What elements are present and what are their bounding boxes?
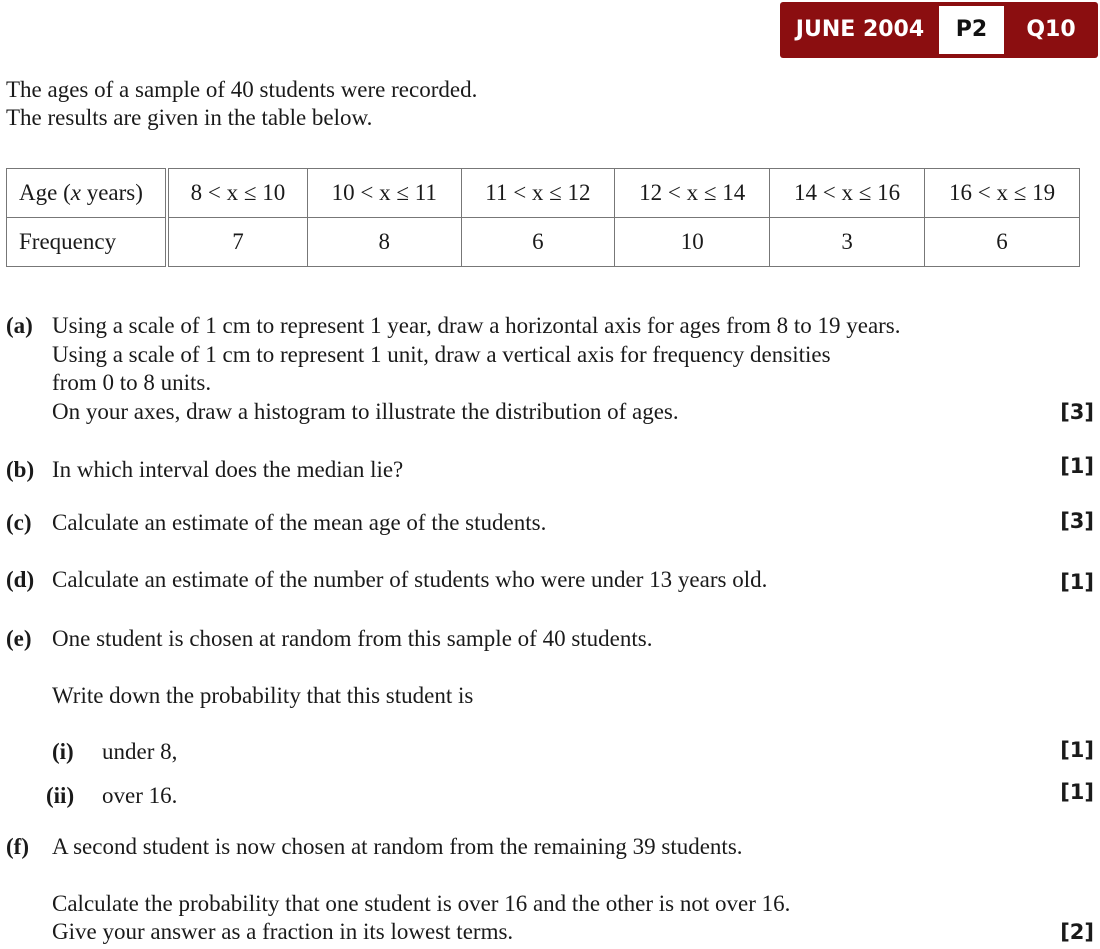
frequency-value: 6 — [461, 218, 615, 267]
part-e-i-text: under 8, — [102, 739, 178, 764]
part-e-label: (e) — [6, 626, 32, 651]
intro-line: The results are given in the table below. — [6, 105, 373, 130]
age-row — [7, 169, 1080, 218]
part-f-line: Calculate the probability that one student is over 16 and the other is not over 16. — [52, 891, 791, 916]
part-b-label: (b) — [6, 457, 35, 482]
part-e-ii-marks: [1] — [1060, 780, 1094, 804]
part-e-subtext: Write down the probability that this student is — [52, 683, 474, 708]
part-e-i-marks: [1] — [1060, 738, 1094, 762]
frequency-value: 3 — [770, 218, 925, 267]
exam-reference-badge — [780, 2, 1098, 58]
part-b-marks: [1] — [1060, 454, 1094, 478]
question-intro — [6, 76, 477, 132]
frequency-row — [7, 218, 1080, 267]
frequency-value: 6 — [925, 218, 1080, 267]
part-f-label: (f) — [6, 834, 29, 859]
exam-date: JUNE 2004 — [795, 17, 925, 42]
part-e-text: One student is chosen at random from this sample of 40 students. — [52, 626, 653, 651]
part-e-ii-text: over 16. — [102, 783, 178, 808]
age-interval: 8 < x ≤ 10 — [167, 169, 307, 218]
age-interval: 14 < x ≤ 16 — [770, 169, 925, 218]
part-a-line: Using a scale of 1 cm to represent 1 unit, draw a vertical axis for frequency densities — [52, 342, 831, 367]
part-f-text: A second student is now chosen at random from the remaining 39 students. — [52, 834, 743, 859]
frequency-value: 10 — [615, 218, 770, 267]
part-a-marks: [3] — [1060, 400, 1094, 424]
part-e-ii-label: (ii) — [46, 783, 75, 808]
part-c-marks: [3] — [1060, 509, 1094, 533]
part-f-marks: [2] — [1060, 920, 1094, 944]
part-d-text: Calculate an estimate of the number of students who were under 13 years old. — [52, 567, 768, 592]
part-d-label: (d) — [6, 567, 35, 592]
age-interval: 16 < x ≤ 19 — [925, 169, 1080, 218]
paper-number: P2 — [939, 6, 1004, 54]
frequency-value: 8 — [307, 218, 461, 267]
frequency-table — [6, 168, 1080, 267]
part-b-text: In which interval does the median lie? — [52, 457, 404, 482]
part-a-line: On your axes, draw a histogram to illustrate the distribution of ages. — [52, 399, 679, 424]
part-c-label: (c) — [6, 510, 32, 535]
question-number: Q10 — [1026, 17, 1076, 42]
part-d-marks: [1] — [1060, 570, 1094, 594]
part-f-line: Give your answer as a fraction in its lowest terms. — [52, 919, 514, 944]
part-c-text: Calculate an estimate of the mean age of the students. — [52, 510, 547, 535]
age-interval: 12 < x ≤ 14 — [615, 169, 770, 218]
age-header: Age (x years) — [7, 169, 168, 218]
frequency-value: 7 — [167, 218, 307, 267]
part-e-i-label: (i) — [52, 739, 74, 764]
age-interval: 11 < x ≤ 12 — [461, 169, 615, 218]
part-a-line: from 0 to 8 units. — [52, 370, 212, 395]
intro-line: The ages of a sample of 40 students were recorded. — [6, 77, 478, 102]
part-a-line: Using a scale of 1 cm to represent 1 year, draw a horizontal axis for ages from 8 to 19 years. — [52, 313, 901, 338]
part-a-label: (a) — [6, 313, 33, 338]
age-interval: 10 < x ≤ 11 — [307, 169, 461, 218]
frequency-header: Frequency — [7, 218, 168, 267]
